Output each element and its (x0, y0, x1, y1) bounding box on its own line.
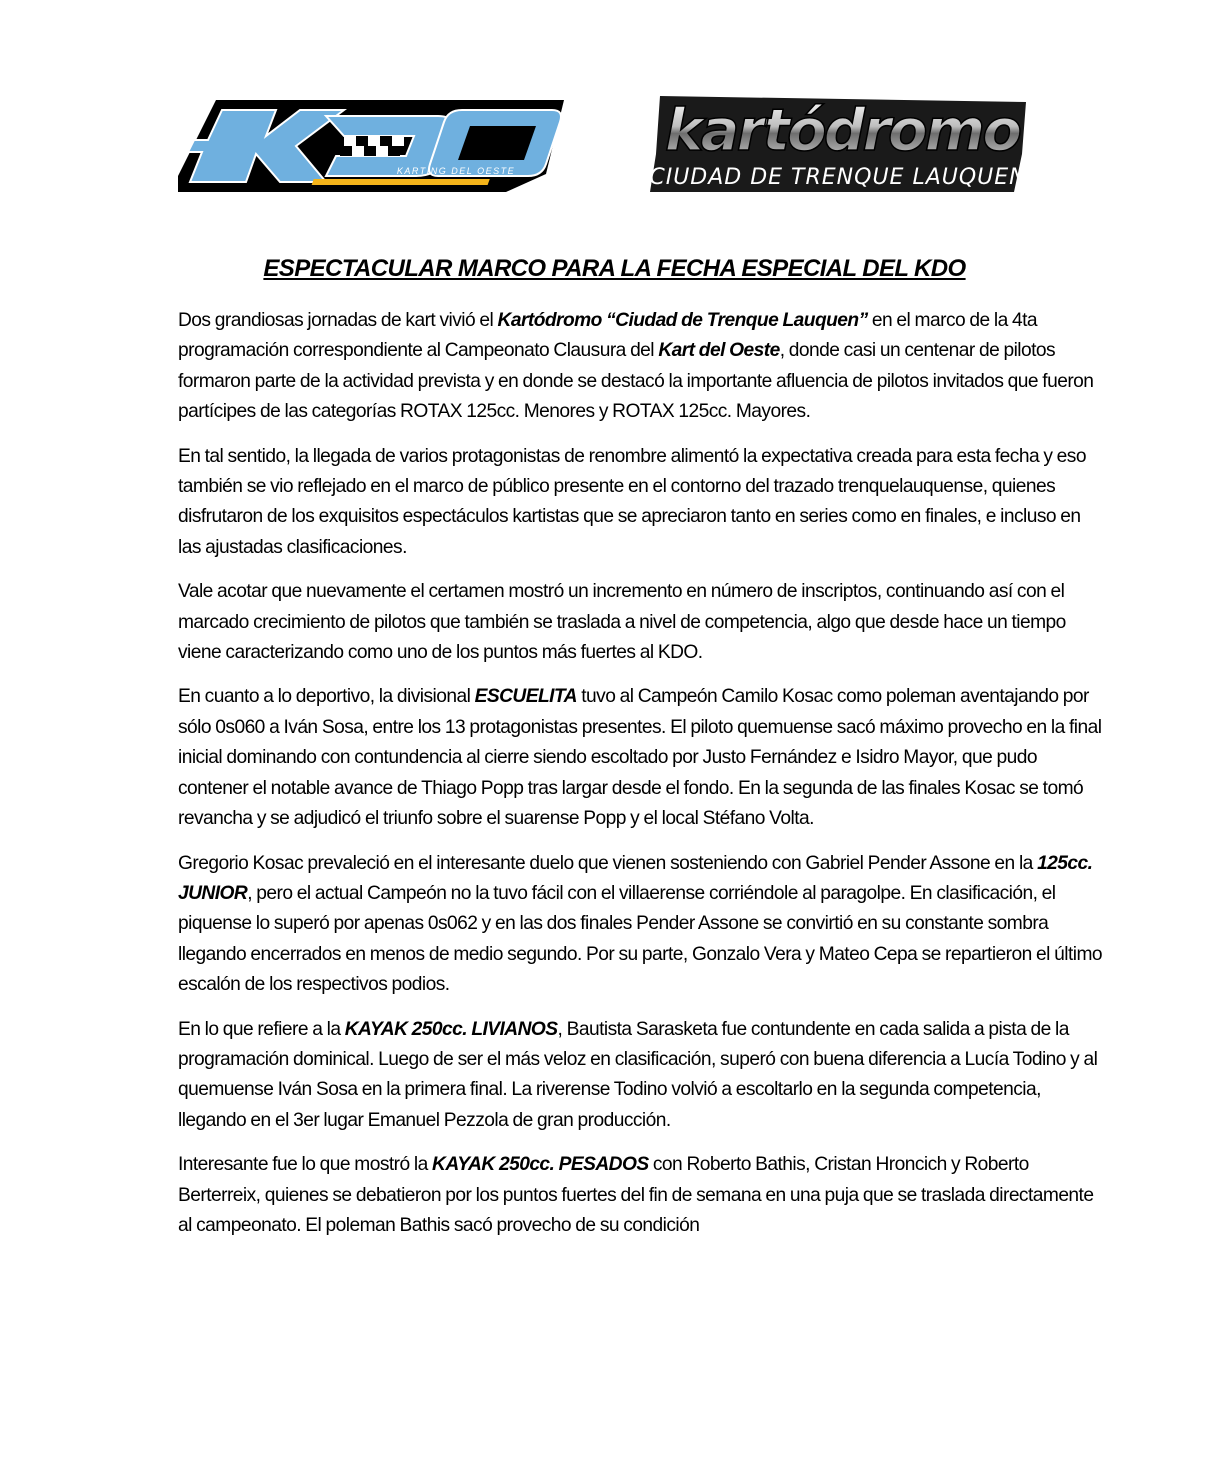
kdo-logo (176, 96, 568, 196)
article-paragraph (178, 849, 1103, 1001)
article-paragraph (178, 577, 1103, 668)
article-paragraph (178, 306, 1103, 428)
paragraph-text: En lo que refiere a la (178, 1018, 345, 1040)
kartodromo-subtitle: CIUDAD DE TRENQUE LAUQUEN (649, 165, 1027, 190)
paragraph-text: Vale acotar que nuevamente el certamen mostró un incremento en número de inscriptos, continuando así con el marcado crecimiento de pilotos que también se traslada a nivel de competencia, algo que desde hace un tiempo viene caracterizando como uno de los puntos más fuertes al KDO. (178, 581, 1066, 664)
article-paragraph (178, 682, 1103, 834)
article-paragraph (178, 442, 1103, 564)
paragraph-text: con Roberto Bathis, Cristan Hroncich y Roberto Berterreix, quienes se debatieron por los puntos fuertes del fin de semana en una puja que se traslada directamente al campeonato. El poleman Bathis sacó provecho de su condición (178, 1154, 1094, 1236)
article-title: ESPECTACULAR MARCO PARA LA FECHA ESPECIAL DEL KDO (263, 255, 966, 282)
paragraph-text: , Bautista Sarasketa fue contundente en cada salida a pista de la programación dominical. Luego de ser el más veloz en clasificación, superó con buena diferencia a Lucía Todino y al quemuense Iván Sosa en la primera final. La riverense Todino volvió a escoltarlo en la segunda competencia, llegando en el 3er lugar Emanuel Pezzola de gran producción. (178, 1018, 1098, 1131)
paragraph-text: En tal sentido, la llegada de varios protagonistas de renombre alimentó la expectativa creada para esta fecha y eso también se vio reflejado en el marco de público presente en el contorno del trazado trenquelauquense, quienes disfrutaron de los exquisitos espectáculos kartistas que se apreciaron tanto en series como en finales, e incluso en las ajustadas clasificaciones. (178, 445, 1086, 558)
article-body (178, 306, 1103, 1255)
paragraph-text: En cuanto a lo deportivo, la divisional (178, 686, 475, 708)
kartodromo-logo (646, 92, 1030, 196)
paragraph-text: Dos grandiosas jornadas de kart vivió el (178, 310, 498, 331)
emphasis-text: Kart del Oeste (658, 340, 780, 362)
kdo-yellow-stripe (312, 179, 490, 185)
logo-header (0, 92, 1229, 202)
emphasis-text: KAYAK 250cc. LIVIANOS (344, 1018, 558, 1040)
emphasis-text: KAYAK 250cc. PESADOS (432, 1154, 649, 1176)
paragraph-text: Gregorio Kosac prevaleció en el interesante duelo que vienen sosteniendo con Gabriel Pender Assone en la (178, 852, 1038, 874)
paragraph-text: Interesante fue lo que mostró la (178, 1154, 433, 1176)
article-paragraph (178, 1015, 1103, 1137)
paragraph-text: en el marco de la 4ta programación correspondiente al Campeonato Clausura del (178, 310, 1038, 362)
kdo-subtitle: KARTING DEL OESTE (396, 166, 516, 176)
emphasis-text: ESCUELITA (474, 686, 577, 708)
paragraph-text: , donde casi un centenar de pilotos formaron parte de la actividad prevista y en donde se destacó la importante afluencia de pilotos invitados que fueron partícipes de las categorías ROTAX 125cc. Menores y ROTAX 125cc. Mayores. (178, 340, 1094, 423)
article-paragraph (178, 1150, 1103, 1241)
checkered-flag-icon (340, 136, 404, 156)
kartodromo-wordmark: kartódromo (664, 96, 1020, 164)
paragraph-text: , pero el actual Campeón no la tuvo fácil con el villaerense corriéndole al paragolpe. En clasificación, el piquense lo superó por apenas 0s062 y en las dos finales Pender Assone se convirtió en su constante sombra llegando encerrados en menos de medio segundo. Por su parte, Gonzalo Vera y Mateo Cepa se repartieron el último escalón de los respectivos podios. (178, 882, 1103, 996)
paragraph-text: tuvo al Campeón Camilo Kosac como poleman aventajando por sólo 0s060 a Iván Sosa, entre los 13 protagonistas presentes. El piloto quemuense sacó máximo provecho en la final inicial dominando con contundencia al cierre siendo escoltado por Justo Fernández e Isidro Mayor, que pudo contener el notable avance de Thiago Popp tras largar desde el fondo. En la segunda de las finales Kosac se tomó revancha y se adjudicó el triunfo sobre el suarense Popp y el local Stéfano Volta. (178, 686, 1102, 830)
emphasis-text: Kartódromo “Ciudad de Trenque Lauquen” (497, 310, 868, 331)
emphasis-text: 125cc. JUNIOR (178, 852, 1093, 904)
